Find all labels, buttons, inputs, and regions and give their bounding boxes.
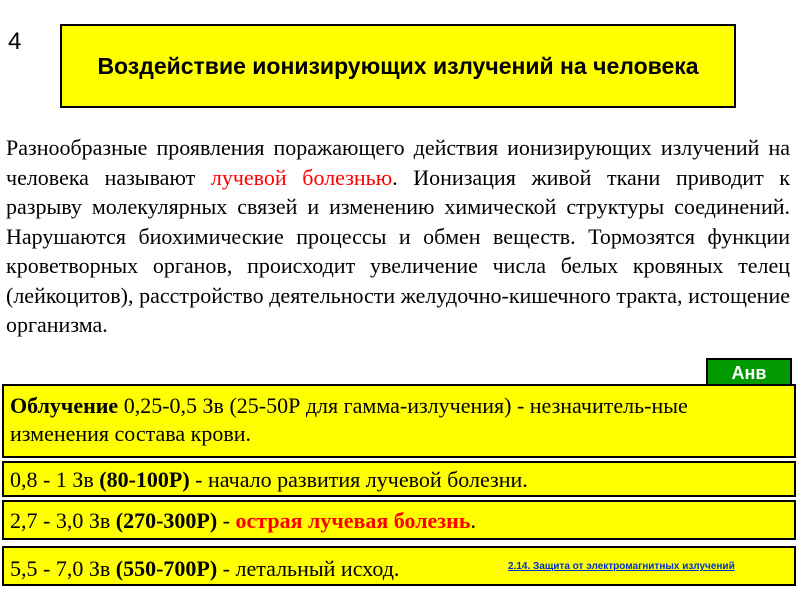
dose-row-2	[2, 461, 796, 497]
next-topic-link[interactable]: 2.14. Защита от электромагнитных излучений	[508, 561, 735, 572]
dose-row-4-text: - летальный исход.	[217, 556, 400, 581]
paragraph-part1: Разнообразные проявления поражающего действия ионизирующих излучений на человека называют	[6, 135, 790, 190]
dose-row-2-bold: (80-100Р)	[99, 467, 190, 492]
acute-radiation-sickness: острая лучевая болезнь	[235, 508, 471, 533]
slide-number: 4	[8, 28, 22, 55]
dose-row-3-lead: 2,7 - 3,0 Зв	[10, 508, 116, 533]
dose-row-1-bold: Облучение	[10, 393, 119, 418]
dose-row-2-text: - начало развития лучевой болезни.	[189, 467, 528, 492]
slide-title: Воздействие ионизирующих излучений на человека	[60, 24, 736, 108]
radiation-sickness-term: лучевой болезнью	[210, 164, 393, 190]
dose-row-3-tail: .	[470, 508, 476, 533]
author-badge: Анв	[706, 358, 792, 388]
dose-row-2-lead: 0,8 - 1 Зв	[10, 467, 100, 492]
body-paragraph	[6, 133, 790, 340]
dose-row-4-lead: 5,5 - 7,0 Зв	[10, 556, 116, 581]
dose-row-1-text: 0,25-0,5 Зв (25-50Р для гамма-излучения) - незначитель-ные изменения состава крови.	[10, 393, 688, 446]
dose-row-3-text: -	[217, 508, 236, 533]
paragraph-part2: . Ионизация живой ткани приводит к разрыву молекулярных связей и изменению химической структуры соединений. Нарушаются биохимические процессы и обмен веществ. Тормозятся функции кроветворных органов, происходит увеличение числа белых кровяных телец (лейкоцитов), расстройство деятельности желудочно-кишечного тракта, истощение организма.	[6, 164, 790, 337]
dose-row-4-bold: (550-700Р)	[115, 556, 218, 581]
dose-row-3-bold: (270-300Р)	[115, 508, 218, 533]
dose-row-3	[2, 500, 796, 540]
dose-row-1	[2, 384, 796, 458]
